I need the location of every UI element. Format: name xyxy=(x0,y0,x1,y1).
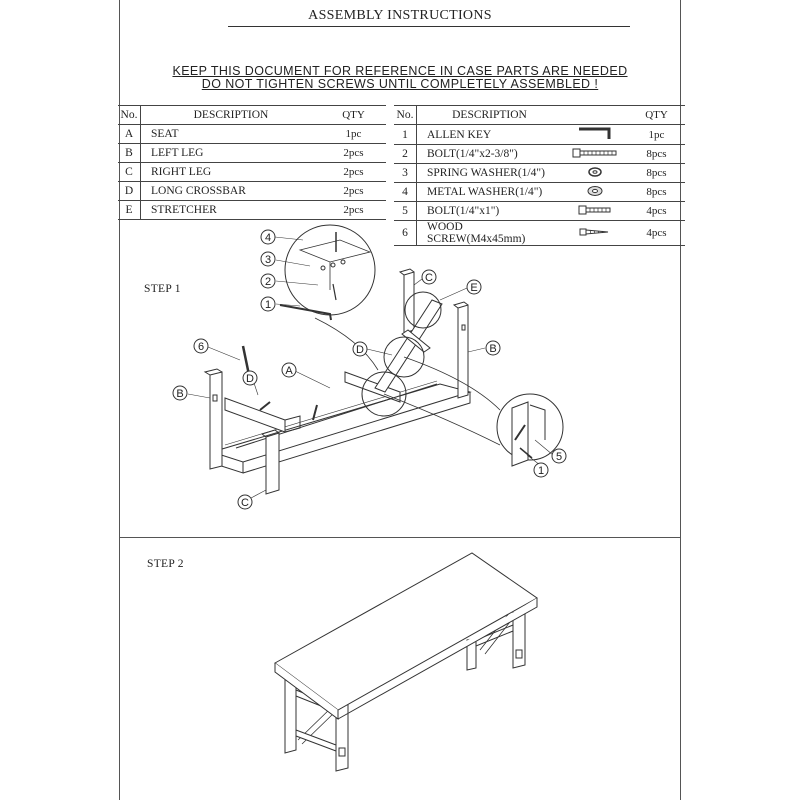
part-qty: 2pcs xyxy=(321,201,386,220)
hardware-no: 3 xyxy=(394,164,417,183)
page-title: ASSEMBLY INSTRUCTIONS xyxy=(308,8,492,23)
callout-a-label: A xyxy=(285,365,293,377)
callout-4-label: 4 xyxy=(264,232,272,244)
leg-b-left xyxy=(205,369,222,469)
callout-e-label: E xyxy=(470,282,478,294)
col-no: No. xyxy=(394,106,417,125)
hardware-qty: 4pcs xyxy=(628,202,685,221)
hardware-description: SPRING WASHER(1/4") xyxy=(417,164,563,183)
step-2-bench xyxy=(275,553,537,771)
col-description: DESCRIPTION xyxy=(417,106,563,125)
callout-1b-label: 1 xyxy=(537,465,545,477)
callout-b2-label: B xyxy=(489,343,497,355)
callout-2-label: 2 xyxy=(264,276,272,288)
part-no: E xyxy=(118,201,141,220)
part-description: LONG CROSSBAR xyxy=(141,182,322,201)
hardware-description: METAL WASHER(1/4") xyxy=(417,183,563,202)
col-qty: QTY xyxy=(321,106,386,125)
part-no: D xyxy=(118,182,141,201)
part-qty: 2pcs xyxy=(321,163,386,182)
part-description: RIGHT LEG xyxy=(141,163,322,182)
seat-a xyxy=(212,381,470,473)
hardware-no: 5 xyxy=(394,202,417,221)
hardware-description: ALLEN KEY xyxy=(417,125,563,145)
step-1-label: STEP 1 xyxy=(144,283,181,295)
hardware-description: BOLT(1/4"x1") xyxy=(417,202,563,221)
part-qty: 2pcs xyxy=(321,144,386,163)
hardware-qty: 8pcs xyxy=(628,164,685,183)
hardware-qty: 8pcs xyxy=(628,145,685,164)
hardware-qty: 4pcs xyxy=(628,221,685,246)
col-description: DESCRIPTION xyxy=(141,106,322,125)
callout-c1-label: C xyxy=(241,497,249,509)
hardware-no: 4 xyxy=(394,183,417,202)
part-description: LEFT LEG xyxy=(141,144,322,163)
part-no: B xyxy=(118,144,141,163)
callout-5-label: 5 xyxy=(555,451,563,463)
leg-b-right xyxy=(454,302,468,398)
col-qty: QTY xyxy=(628,106,685,125)
callout-d2-label: D xyxy=(356,344,364,356)
hardware-qty: 8pcs xyxy=(628,183,685,202)
part-qty: 2pcs xyxy=(321,182,386,201)
hardware-no: 6 xyxy=(394,221,417,246)
hardware-description: BOLT(1/4"x2-3/8") xyxy=(417,145,563,164)
callout-1a-label: 1 xyxy=(264,299,272,311)
hardware-no: 2 xyxy=(394,145,417,164)
part-description: SEAT xyxy=(141,125,322,144)
callout-d1-label: D xyxy=(246,373,254,385)
hardware-qty: 1pc xyxy=(628,125,685,145)
step-2-label: STEP 2 xyxy=(147,558,184,570)
callout-b1-label: B xyxy=(176,388,184,400)
warning-line-1: KEEP THIS DOCUMENT FOR REFERENCE IN CASE PARTS ARE NEEDED xyxy=(172,64,628,78)
detail-circle-right xyxy=(497,394,563,460)
callout-c2-label: C xyxy=(425,272,433,284)
part-no: C xyxy=(118,163,141,182)
part-qty: 1pc xyxy=(321,125,386,144)
callout-3-label: 3 xyxy=(264,254,272,266)
warning-line-2: DO NOT TIGHTEN SCREWS UNTIL COMPLETELY ASSEMBLED ! xyxy=(201,77,599,91)
part-description: STRETCHER xyxy=(141,201,322,220)
callout-6-label: 6 xyxy=(197,341,205,353)
col-no: No. xyxy=(118,106,141,125)
hardware-no: 1 xyxy=(394,125,417,145)
hardware-description: WOOD SCREW(M4x45mm) xyxy=(417,221,563,246)
part-no: A xyxy=(118,125,141,144)
